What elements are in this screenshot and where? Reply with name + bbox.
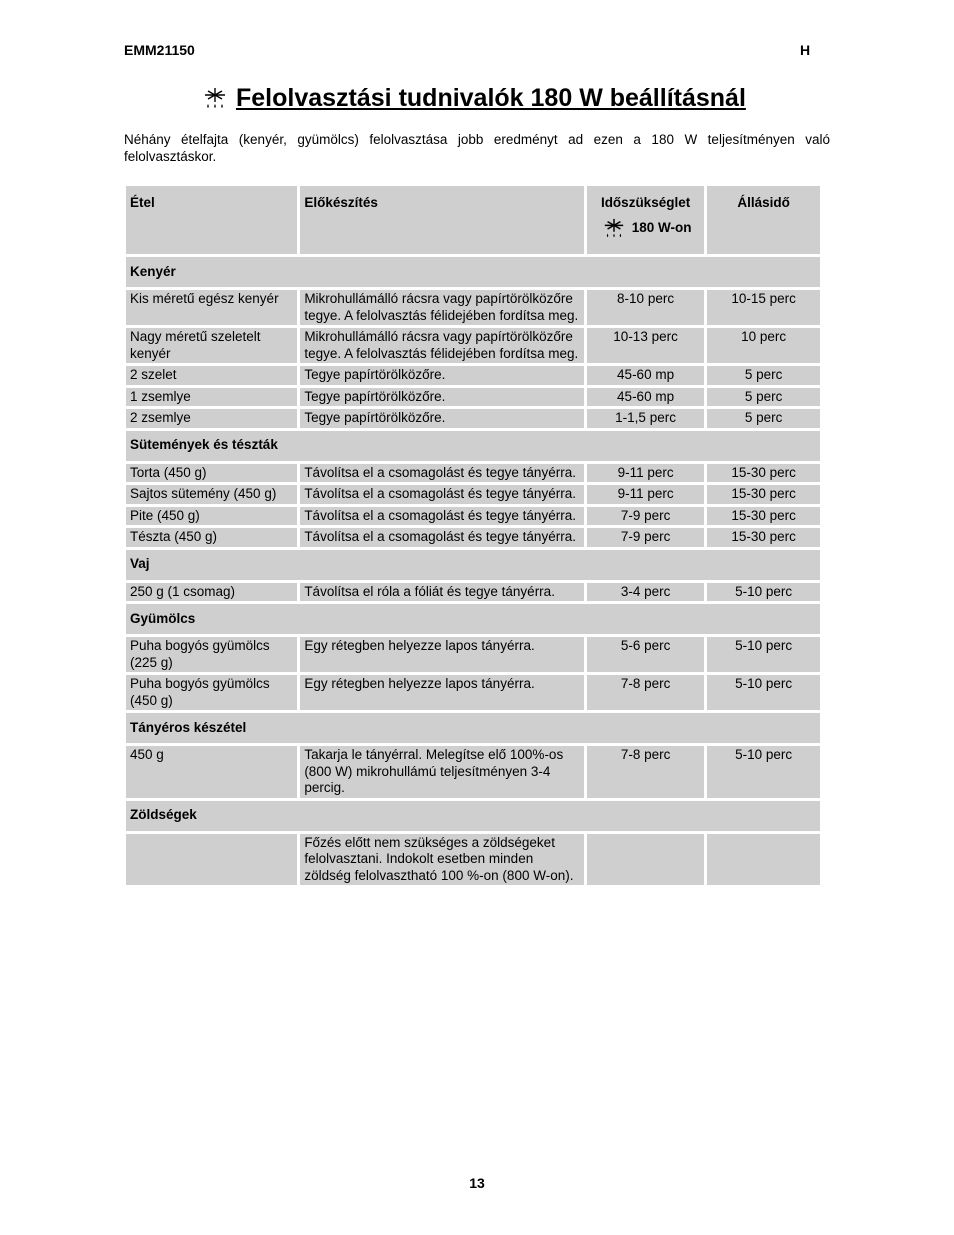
cell-time: 45-60 mp [587,388,704,407]
cell-prep: Távolítsa el a csomagolást és tegye tányérra. [300,464,584,483]
cell-prep: Távolítsa el a csomagolást és tegye tányérra. [300,507,584,526]
cell-time: 10-13 perc [587,328,704,363]
cell-stand: 15-30 perc [707,464,820,483]
cell-prep: Egy rétegben helyezze lapos tányérra. [300,637,584,672]
cell-stand: 5-10 perc [707,583,820,602]
table-row [126,409,820,428]
section-title: Zöldségek [126,801,820,831]
header-food: Étel [126,186,297,254]
cell-time: 5-6 perc [587,637,704,672]
cell-time: 9-11 perc [587,485,704,504]
section-row [126,604,820,634]
cell-food: Pite (450 g) [126,507,297,526]
cell-stand: 15-30 perc [707,507,820,526]
section-title: Kenyér [126,257,820,287]
table-row [126,637,820,672]
cell-stand: 5-10 perc [707,637,820,672]
section-row [126,713,820,743]
header-time-label: Időszükséglet [600,195,691,210]
section-row [126,801,820,831]
cell-stand: 5 perc [707,366,820,385]
cell-food: Puha bogyós gyümölcs (450 g) [126,675,297,710]
defrost-table [123,183,823,888]
cell-food: 250 g (1 csomag) [126,583,297,602]
cell-food: 2 szelet [126,366,297,385]
intro-paragraph: Néhány ételfajta (kenyér, gyümölcs) felolvasztása jobb eredményt ad ezen a 180 W teljesítményen való felolvasztáskor. [124,132,830,164]
table-row [126,464,820,483]
table-row [126,675,820,710]
cell-prep: Takarja le tányérral. Melegítse elő 100%-os (800 W) mikrohullámú teljesítményen 3-4 percig. [300,746,584,798]
cell-stand [707,834,820,886]
section-row [126,431,820,461]
page-number: 13 [469,1175,485,1191]
cell-prep: Tegye papírtörölközőre. [300,388,584,407]
cell-time: 1-1,5 perc [587,409,704,428]
cell-food: Nagy méretű szeletelt kenyér [126,328,297,363]
cell-prep: Távolítsa el róla a fóliát és tegye tányérra. [300,583,584,602]
cell-prep: Tegye papírtörölközőre. [300,409,584,428]
table-row [126,583,820,602]
cell-stand: 10 perc [707,328,820,363]
cell-food: 450 g [126,746,297,798]
cell-time: 7-9 perc [587,507,704,526]
cell-food [126,834,297,886]
cell-prep: Mikrohullámálló rácsra vagy papírtörölközőre tegye. A felolvasztás félidejében fordítsa meg. [300,290,584,325]
header-stand: Állásidő [707,186,820,254]
cell-stand: 15-30 perc [707,528,820,547]
section-row [126,550,820,580]
cell-stand: 5-10 perc [707,746,820,798]
section-title: Vaj [126,550,820,580]
cell-prep: Egy rétegben helyezze lapos tányérra. [300,675,584,710]
table-row [126,746,820,798]
cell-prep: Távolítsa el a csomagolást és tegye tányérra. [300,528,584,547]
cell-stand: 15-30 perc [707,485,820,504]
header-time [587,186,704,254]
cell-prep: Főzés előtt nem szükséges a zöldségeket felolvasztani. Indokolt esetben minden zöldség felolvasztható 100 %-on (800 W-on). [300,834,584,886]
cell-time: 45-60 mp [587,366,704,385]
page-title-text: Felolvasztási tudnivalók 180 W beállításnál [236,84,746,112]
table-row [126,485,820,504]
section-title: Tányéros készétel [126,713,820,743]
cell-food: Puha bogyós gyümölcs (225 g) [126,637,297,672]
language-code: H [800,42,811,58]
table-row [126,507,820,526]
cell-prep: Tegye papírtörölközőre. [300,366,584,385]
cell-stand: 5 perc [707,409,820,428]
cell-food: Torta (450 g) [126,464,297,483]
section-title: Sütemények és tészták [126,431,820,461]
table-row [126,388,820,407]
cell-time: 9-11 perc [587,464,704,483]
cell-food: Sajtos sütemény (450 g) [126,485,297,504]
cell-time: 7-8 perc [587,746,704,798]
cell-stand: 10-15 perc [707,290,820,325]
header-prep: Előkészítés [300,186,584,254]
cell-food: 2 zsemlye [126,409,297,428]
cell-stand: 5-10 perc [707,675,820,710]
section-row [126,257,820,287]
cell-time [587,834,704,886]
defrost-snowflake-icon [200,87,230,111]
page-title [200,84,780,113]
cell-stand: 5 perc [707,388,820,407]
header-time-sub: 180 W-on [631,220,692,236]
cell-time: 7-9 perc [587,528,704,547]
cell-food: 1 zsemlye [126,388,297,407]
model-number: EMM21150 [124,42,195,58]
table-row [126,366,820,385]
table-row [126,328,820,363]
table-row [126,834,820,886]
cell-time: 3-4 perc [587,583,704,602]
table-row [126,290,820,325]
cell-prep: Mikrohullámálló rácsra vagy papírtörölközőre tegye. A felolvasztás félidejében fordítsa meg. [300,328,584,363]
cell-food: Kis méretű egész kenyér [126,290,297,325]
section-title: Gyümölcs [126,604,820,634]
table-row [126,528,820,547]
defrost-snowflake-icon-small [600,218,628,240]
cell-food: Tészta (450 g) [126,528,297,547]
cell-prep: Távolítsa el a csomagolást és tegye tányérra. [300,485,584,504]
table-header-row [126,186,820,254]
cell-time: 8-10 perc [587,290,704,325]
cell-time: 7-8 perc [587,675,704,710]
